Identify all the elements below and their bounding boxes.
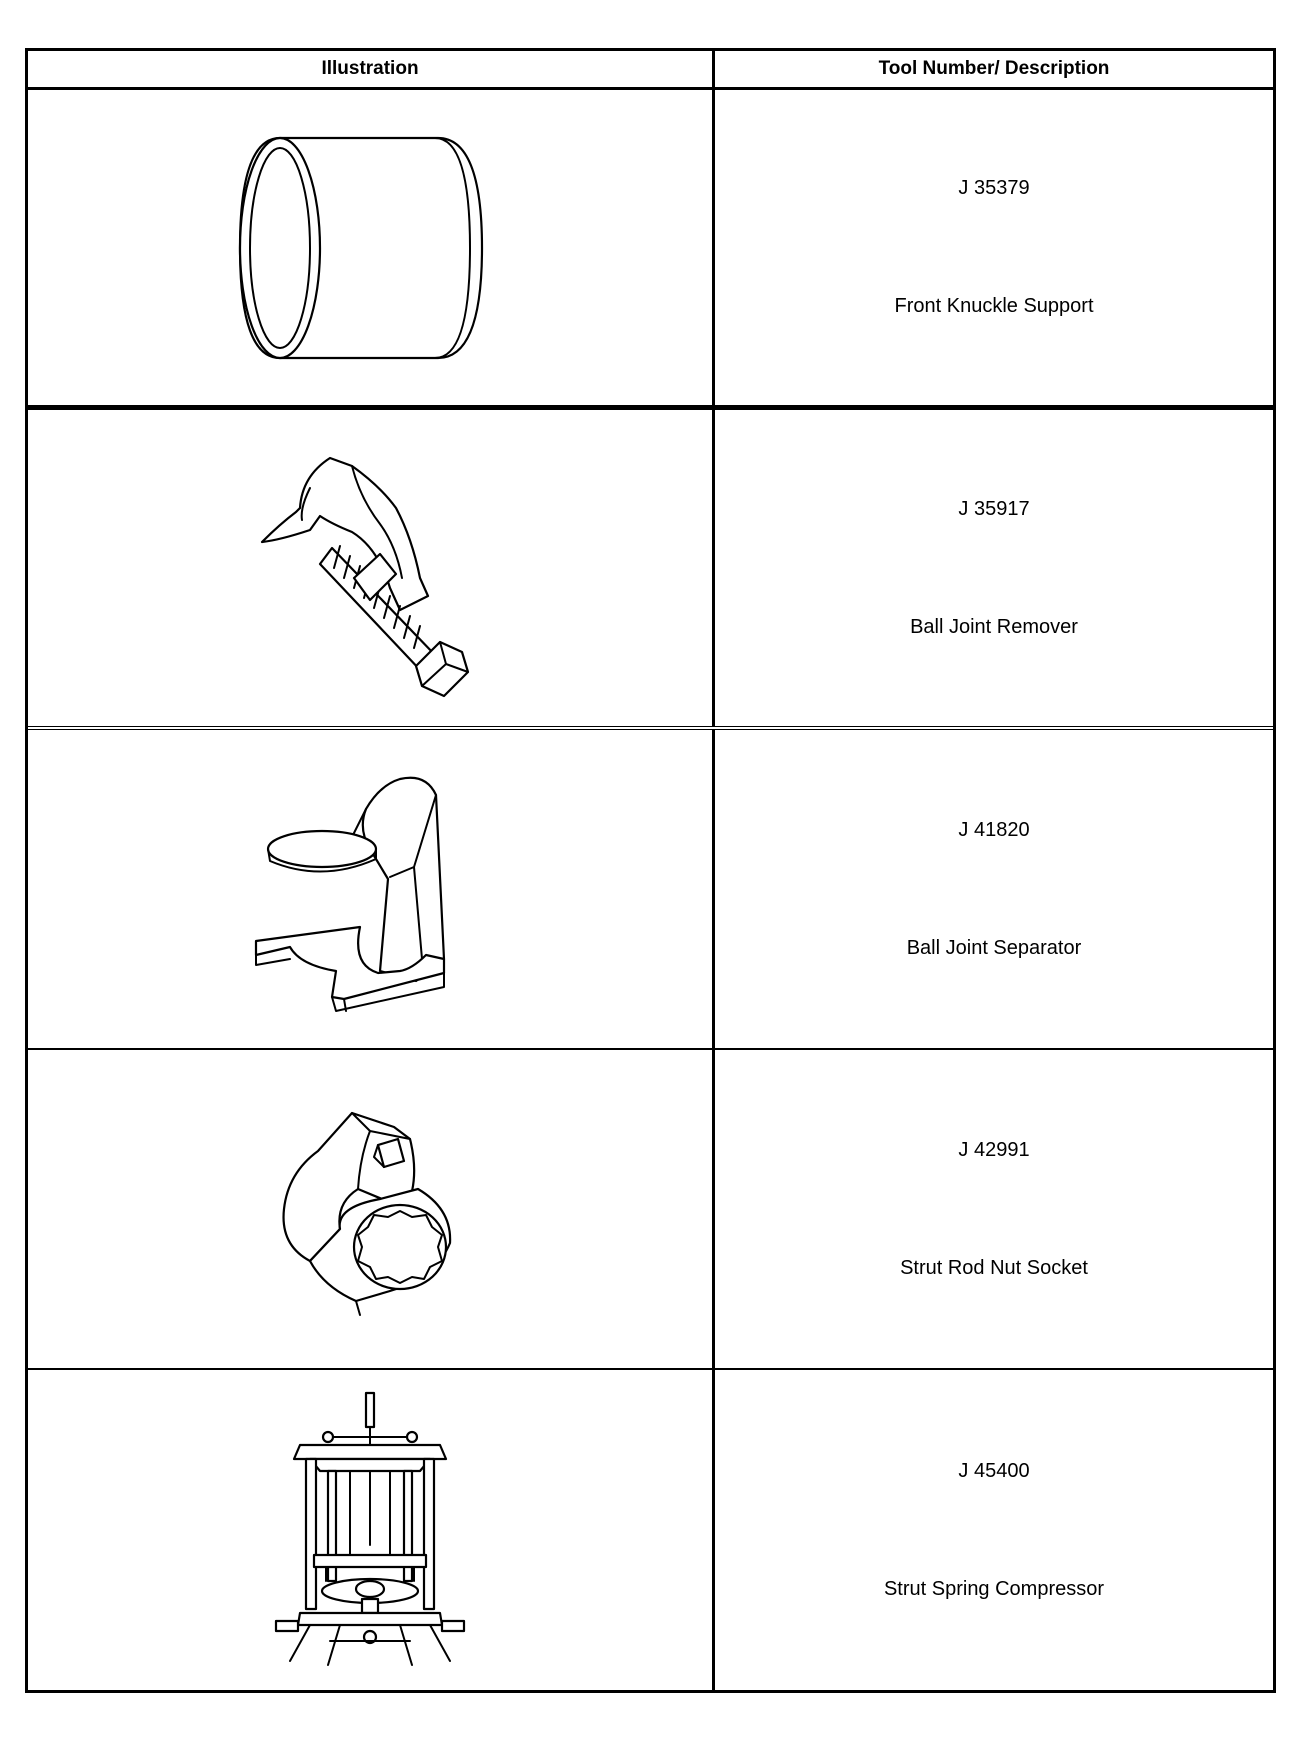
illustration-cell: [28, 90, 715, 405]
strut-rod-nut-socket-icon: [240, 1069, 500, 1349]
tool-number: J 41820: [958, 818, 1030, 841]
tool-description: Ball Joint Separator: [906, 936, 1082, 959]
table-row: [28, 1370, 1273, 1690]
ball-joint-remover-icon: [240, 428, 500, 708]
illustration-cell: [28, 410, 715, 726]
illustration-cell: [28, 1050, 715, 1368]
tool-description-cell: [715, 90, 1273, 405]
tool-description: Ball Joint Remover: [910, 615, 1078, 638]
tool-description-cell: [715, 1050, 1273, 1368]
tool-number: J 42991: [958, 1138, 1030, 1161]
tool-number: J 35917: [958, 497, 1030, 520]
tool-description-cell: [715, 410, 1273, 726]
illustration-column-header: Illustration: [28, 51, 715, 87]
tool-number: J 35379: [958, 177, 1030, 199]
tool-description: Strut Rod Nut Socket: [900, 1256, 1088, 1279]
illustration-cell: [28, 1370, 715, 1690]
table-row: [28, 730, 1273, 1050]
special-tools-table: [25, 48, 1276, 1693]
knuckle-support-sleeve-icon: [220, 108, 520, 388]
tool-number: J 45400: [958, 1459, 1030, 1482]
table-header-row: [28, 51, 1273, 90]
table-row: [28, 90, 1273, 410]
ball-joint-separator-icon: [240, 749, 500, 1029]
tool-description-cell: [715, 1370, 1273, 1690]
table-row: [28, 410, 1273, 730]
tool-description: Strut Spring Compressor: [883, 1577, 1105, 1600]
table-row: [28, 1050, 1273, 1370]
illustration-cell: [28, 730, 715, 1048]
tool-description-cell: [715, 730, 1273, 1048]
tool-description: Front Knuckle Support: [894, 295, 1094, 317]
strut-spring-compressor-icon: [270, 1385, 470, 1675]
tool-column-header: Tool Number/ Description: [878, 58, 1110, 79]
